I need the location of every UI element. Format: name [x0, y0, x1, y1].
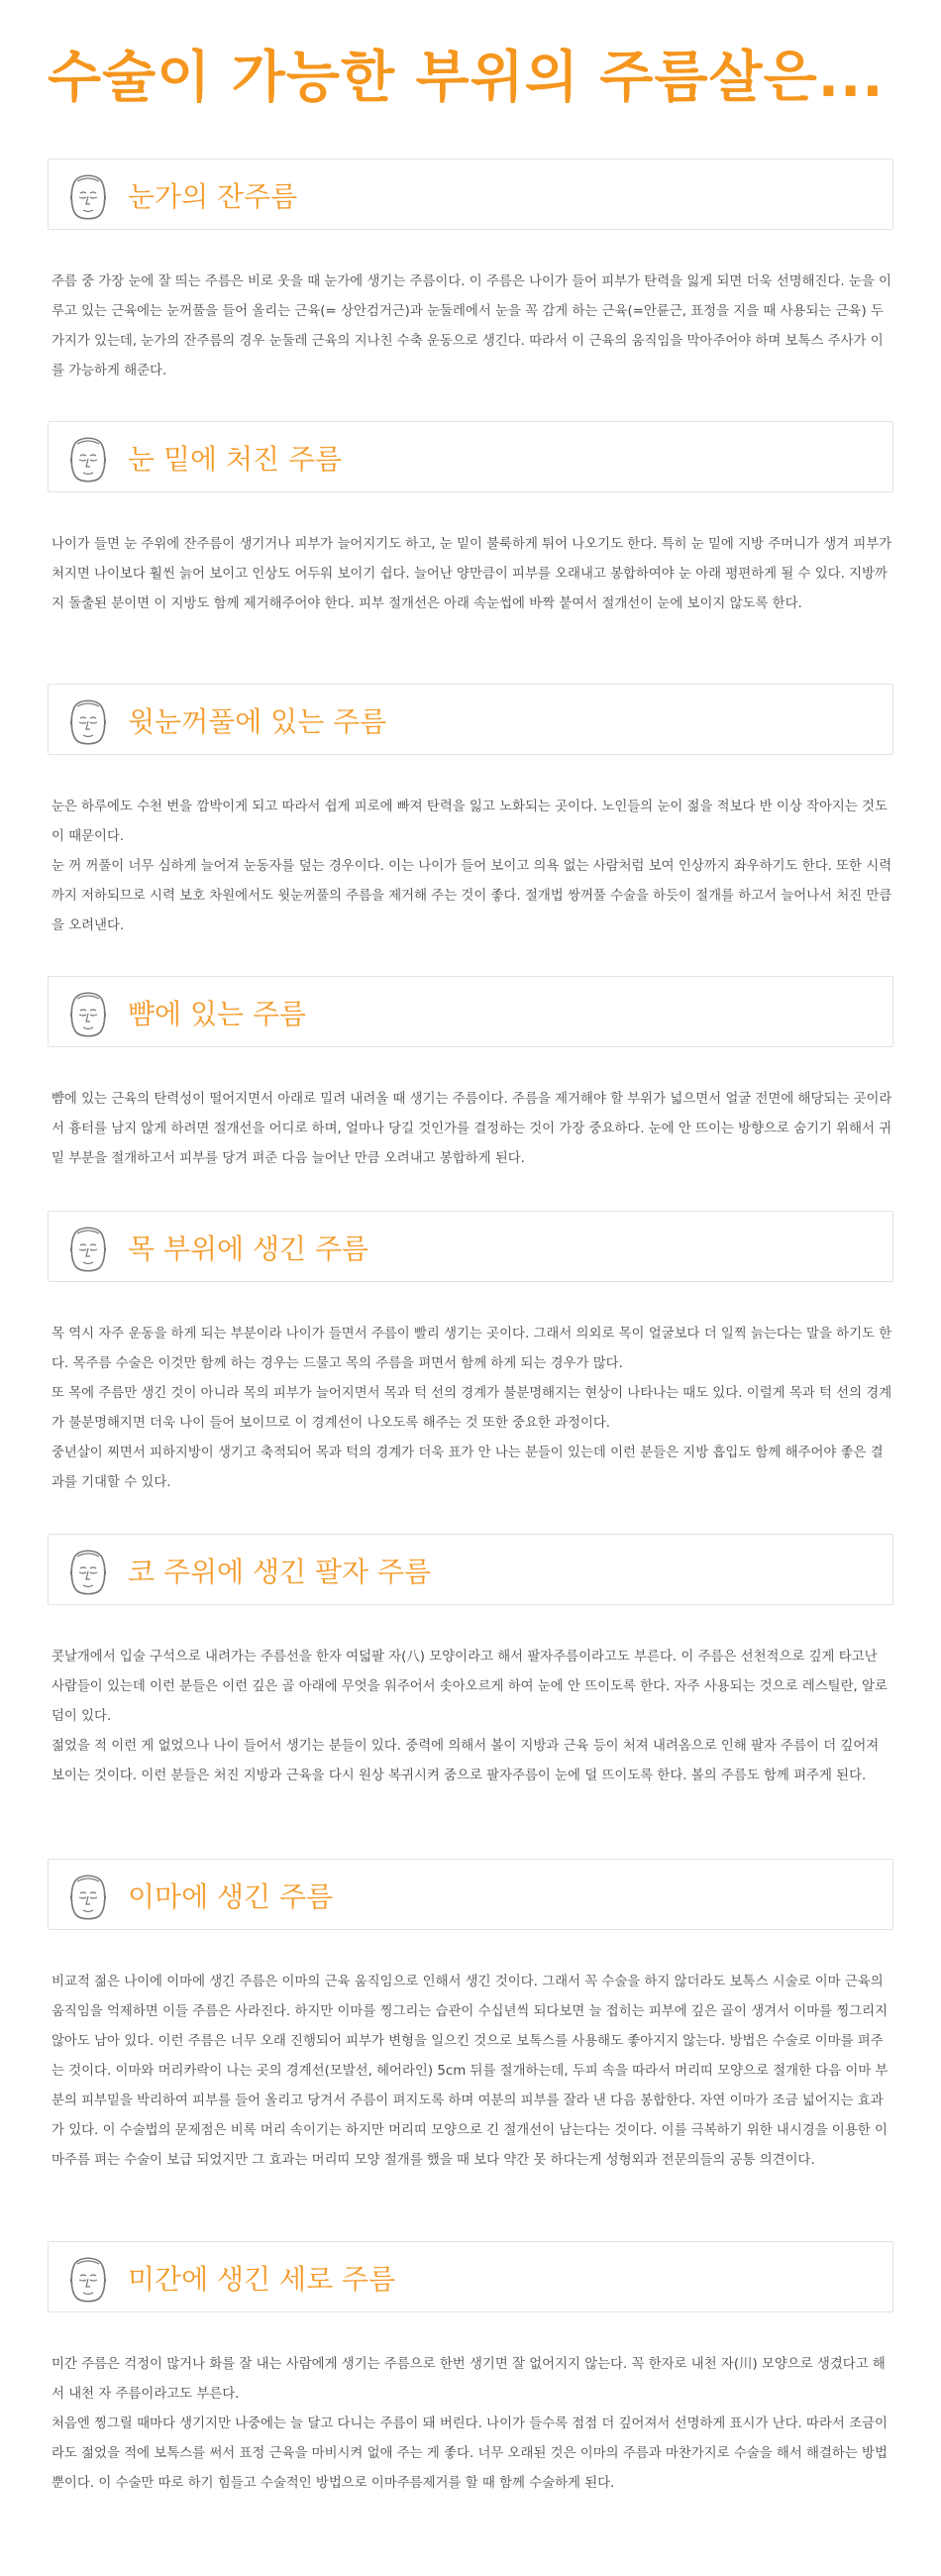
- section-nasolabial-wrinkles: [48, 1534, 893, 1791]
- section-body: [48, 268, 893, 386]
- paragraph: 또 목에 주름만 생긴 것이 아니라 목의 피부가 늘어지면서 목과 턱 선의 경계가 불분명해지는 현상이 나타나는 때도 있다. 이럴게 목과 턱 선의 경계가 불분명해지면 더욱 나이 들어 보이므로 이 경계선이 나오도록 해주는 것 또한 중요한 과정이다.: [52, 1386, 892, 1431]
- section-title: 목 부위에 생긴 주름: [128, 1233, 369, 1265]
- paragraph: 중년살이 찌면서 피하지방이 생기고 축적되어 목과 턱의 경계가 더욱 표가 안 나는 분들이 있는데 이런 분들은 지방 흡입도 함께 해주어야 좋은 결과를 기대할 수 있다.: [52, 1446, 884, 1490]
- section-neck-wrinkles: [48, 1211, 893, 1498]
- section-title: 미간에 생긴 세로 주름: [128, 2263, 396, 2296]
- paragraph: 젊었을 적 이런 게 없었으나 나이 들어서 생기는 분들이 있다. 중력에 의해서 볼이 지방과 근육 등이 처져 내려옴으로 인해 팔자 주름이 더 깊어져 보이는 것이다. 이런 분들은 처진 지방과 근육을 다시 원상 복귀시켜 줌으로 팔자주름이 눈에 덜 뜨이도록 한다. 볼의 주름도 함께 펴주게 된다.: [52, 1739, 880, 1783]
- face-icon: [62, 2251, 114, 2305]
- paragraph: 주름 중 가장 눈에 잘 띄는 주름은 비로 웃을 때 눈가에 생기는 주름이다. 이 주름은 나이가 들어 피부가 탄력을 잃게 되면 더욱 선명해진다. 눈을 이루고 있는 근육에는 눈꺼풀을 들어 올리는 근육(= 상안검거근)과 눈둘레에서 눈을 꼭 감게 하는 근육(=안륜근, 표정을 지을 때 사용되는 근육) 두 가지가 있는데, 눈가의 잔주름의 경우 눈둘레 근육의 지나친 수축 운동으로 생긴다. 따라서 이 근육의 움직임을 막아주어야 하며 보톡스 주사가 이를 가능하게 해준다.: [52, 274, 891, 378]
- section-header: [48, 159, 893, 230]
- section-title: 윗눈꺼풀에 있는 주름: [128, 705, 387, 738]
- face-icon: [62, 986, 114, 1039]
- section-body: [48, 1085, 893, 1174]
- section-body: [48, 530, 893, 619]
- paragraph: 처음엔 찡그릴 때마다 생기지만 나중에는 늘 달고 다니는 주름이 돼 버린다. 나이가 들수록 점점 더 깊어져서 선명하게 표시가 난다. 따라서 조금이라도 젊었을 적에 보톡스를 써서 표정 근육을 마비시켜 없애 주는 게 좋다. 너무 오래된 것은 이마의 주름과 마찬가지로 수술을 해서 해결하는 방법뿐이다. 이 수술만 따로 하기 힘들고 수술적인 방법으로 이마주름제거를 할 때 함께 수술하게 된다.: [52, 2416, 888, 2491]
- section-body: [48, 1320, 893, 1498]
- section-title: 뺨에 있는 주름: [128, 998, 307, 1030]
- paragraph: 콧날개에서 입술 구석으로 내려가는 주름선을 한자 여덟팔 자(八) 모양이라고 해서 팔자주름이라고도 부른다. 이 주름은 선천적으로 깊게 타고난 사람들이 있는데 이런 분들은 이런 깊은 골 아래에 무엇을 워주어서 솟아오르게 하여 눈에 안 뜨이도록 한다. 자주 사용되는 것으로 레스틸란, 알로덤이 있다.: [52, 1650, 888, 1724]
- face-icon: [62, 1221, 114, 1274]
- paragraph: 눈 꺼 꺼풀이 너무 심하게 늘어져 눈동자를 덮는 경우이다. 이는 나이가 들어 보이고 의욕 없는 사람처럼 보여 인상까지 좌우하기도 한다. 또한 시력까지 저하되므로 시력 보호 차원에서도 윗눈꺼풀의 주름을 제거해 주는 것이 좋다. 절개법 쌍꺼풀 수술을 하듯이 절개를 하고서 늘어나서 처진 만큼을 오려낸다.: [52, 859, 892, 933]
- face-icon: [62, 1544, 114, 1597]
- paragraph: 나이가 들면 눈 주위에 잔주름이 생기거나 피부가 늘어지기도 하고, 눈 밑이 불룩하게 튀어 나오기도 한다. 특히 눈 밑에 지방 주머니가 생겨 피부가 처지면 나이보다 훨씬 늙어 보이고 인상도 어두워 보이기 쉽다. 늘어난 양만큼이 피부를 오래내고 봉합하여야 눈 아래 평편하게 될 수 있다. 지방까지 돌출된 분이면 이 지방도 함께 제거해주어야 한다. 피부 절개선은 아래 속눈썹에 바짝 붙여서 절개선이 눈에 보이지 않도록 한다.: [52, 537, 892, 611]
- section-eye-wrinkles: [48, 159, 893, 386]
- face-icon: [62, 431, 114, 484]
- section-body: [48, 1643, 893, 1791]
- paragraph: 미간 주름은 걱정이 많거나 화를 잘 내는 사람에게 생기는 주름으로 한번 생기면 잘 없어지지 않는다. 꼭 한자로 내천 자(川) 모양으로 생겼다고 해서 내천 자 주름이라고도 부른다.: [52, 2357, 886, 2402]
- section-header: [48, 976, 893, 1047]
- section-header: [48, 1859, 893, 1930]
- section-header: [48, 421, 893, 492]
- section-title: 눈 밑에 처진 주름: [128, 443, 343, 476]
- section-header: [48, 684, 893, 755]
- section-body: [48, 2350, 893, 2499]
- page-title: 수술이 가능한 부위의 주름살은...: [48, 46, 885, 110]
- section-glabella-wrinkles: [48, 2241, 893, 2499]
- paragraph: 뺨에 있는 근육의 탄력성이 떨어지면서 아래로 밀려 내려올 때 생기는 주름이다. 주름을 제거해야 할 부위가 넓으면서 얼굴 전면에 해당되는 곳이라서 흉터를 남지 않게 하려면 절개선을 어디로 하며, 얼마나 당길 것인가를 결정하는 것이 가장 중요하다. 눈에 안 뜨이는 방향으로 숨기기 위해서 귀밑 부분을 절개하고서 피부를 당겨 펴준 다음 늘어난 만큼 오려내고 봉합하게 된다.: [52, 1092, 892, 1166]
- section-header: [48, 2241, 893, 2312]
- section-forehead-wrinkles: [48, 1859, 893, 2176]
- section-title: 눈가의 잔주름: [128, 180, 298, 213]
- section-body: [48, 793, 893, 941]
- section-title: 이마에 생긴 주름: [128, 1880, 334, 1913]
- face-icon: [62, 694, 114, 747]
- face-icon: [62, 168, 114, 222]
- face-icon: [62, 1869, 114, 1922]
- section-header: [48, 1211, 893, 1282]
- section-title: 코 주위에 생긴 팔자 주름: [128, 1556, 432, 1588]
- paragraph: 비교적 젊은 나이에 이마에 생긴 주름은 이마의 근육 움직임으로 인해서 생긴 것이다. 그래서 꼭 수술을 하지 않더라도 보톡스 시술로 이마 근육의 움직임을 억제하면 이들 주름은 사라진다. 하지만 이마를 찡그리는 습관이 수십년씩 되다보면 늘 접히는 피부에 깊은 골이 생겨서 이마를 찡그리지 않아도 남아 있다. 이런 주름은 너무 오래 진행되어 피부가 변형을 일으킨 것으로 보톡스를 사용해도 좋아지지 않는다. 방법은 수술로 이마를 펴주는 것이다. 이마와 머리카락이 나는 곳의 경계선(모발선, 헤어라인) 5cm 뒤를 절개하는데, 두피 속을 따라서 머리띠 모양으로 절개한 다음 이마 부분의 피부밑을 박리하여 피부를 들어 올리고 당겨서 주름이 펴지도록 하며 여분의 피부를 잘라 낸 다음 봉합한다. 자연 이마가 조금 넓어지는 효과가 있다. 이 수술법의 문제점은 비록 머리 속이기는 하지만 머리띠 모양으로 긴 절개선이 남는다는 것이다. 이를 극복하기 위한 내시경을 이용한 이마주름 펴는 수술이 보급 되었지만 그 효과는 머리띠 모양 절개를 했을 때 보다 약간 못 하다는게 성형외과 전문의들의 공통 의견이다.: [52, 1975, 889, 2168]
- section-cheek-wrinkles: [48, 976, 893, 1174]
- section-body: [48, 1968, 893, 2176]
- paragraph: 목 역시 자주 운동을 하게 되는 부분이라 나이가 들면서 주름이 빨리 생기는 곳이다. 그래서 의외로 목이 얼굴보다 더 일찍 늙는다는 말을 하기도 한다. 목주름 수술은 이것만 함께 하는 경우는 드물고 목의 주름을 펴면서 함께 하게 되는 경우가 많다.: [52, 1327, 892, 1371]
- section-under-eye-wrinkles: [48, 421, 893, 619]
- paragraph: 눈은 하루에도 수천 번을 깜박이게 되고 따라서 쉽게 피로에 빠져 탄력을 잃고 노화되는 곳이다. 노인들의 눈이 젊을 적보다 반 이상 작아지는 것도 이 때문이다.: [52, 800, 888, 844]
- section-upper-eyelid-wrinkles: [48, 684, 893, 941]
- section-header: [48, 1534, 893, 1605]
